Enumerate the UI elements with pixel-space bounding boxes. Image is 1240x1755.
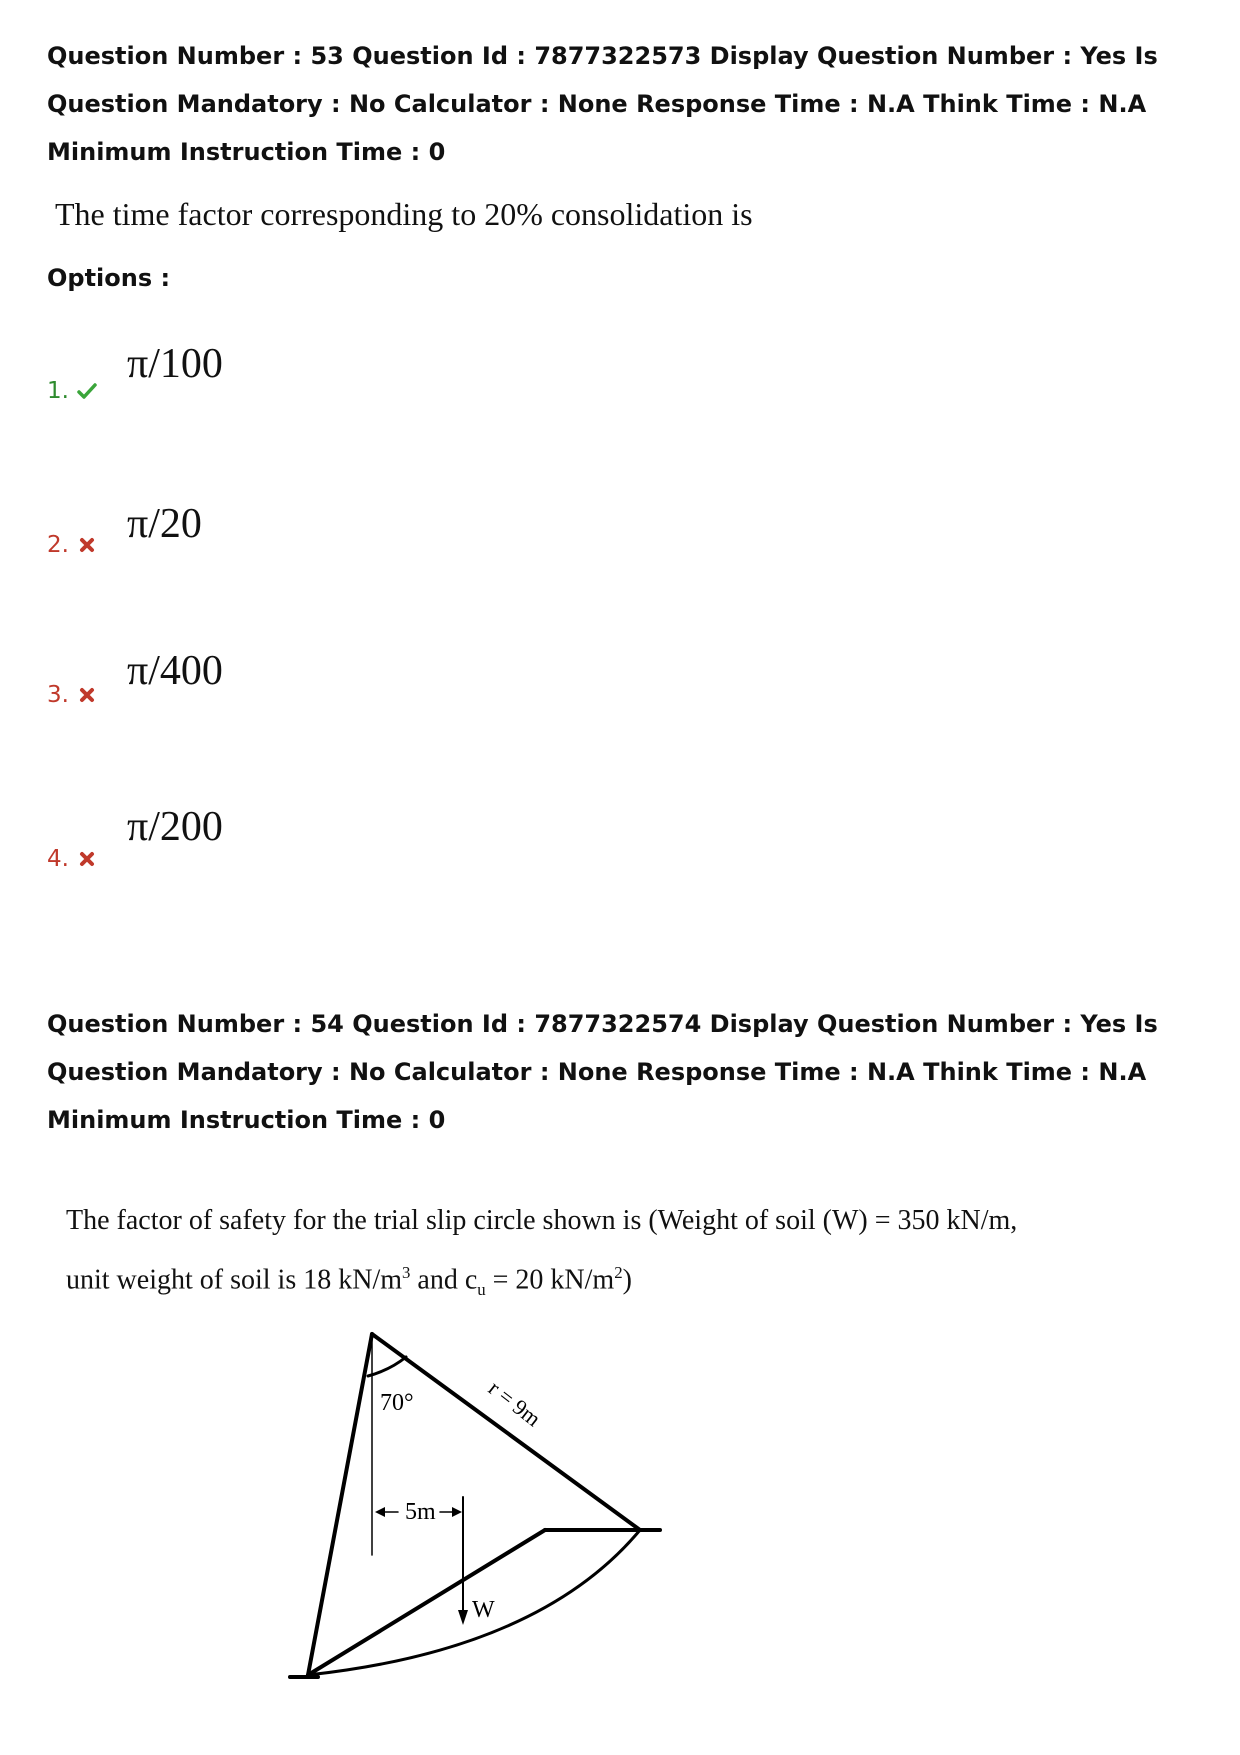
question-54-text-line2: unit weight of soil is 18 $kN/m^3$ and $c_u = 20$ $kN/m^2$): [66, 1263, 632, 1299]
option-3-number: 3.: [47, 682, 97, 708]
radius-label: r = 9m: [483, 1375, 546, 1432]
question-54-header: Question Number : 54 Question Id : 7877322574 Display Question Number : Yes Is Question Mandatory : No Calculator : None Response Time : N.A Think Time : N.A Minimum Instruction Time : 0: [47, 1010, 1158, 1134]
distance-label: 5m: [405, 1499, 436, 1525]
option-3-value: π/400: [127, 648, 223, 694]
question-54-text-line1: The factor of safety for the trial slip circle shown is (Weight of soil (W) = 350 kN/m,: [66, 1205, 1018, 1236]
question-53-header: Question Number : 53 Question Id : 7877322573 Display Question Number : Yes Is Question Mandatory : No Calculator : None Response Time : N.A Think Time : N.A Minimum Instruction Time : 0: [47, 42, 1158, 166]
option-4-number: 4.: [47, 846, 97, 872]
distance-arrow-right-icon: [452, 1507, 462, 1517]
angle-arc: [368, 1357, 406, 1376]
distance-arrow-left-icon: [375, 1507, 385, 1517]
weight-arrow-icon: [458, 1610, 468, 1625]
option-1-value: π/100: [127, 341, 223, 387]
vertical-slip-line: [308, 1334, 372, 1675]
option-2-number: 2.: [47, 532, 97, 558]
options-label: Options :: [47, 264, 171, 292]
option-4-value: π/200: [127, 804, 223, 850]
question-53-text: The time factor corresponding to 20% consolidation is: [55, 196, 753, 232]
angle-label: 70°: [380, 1390, 414, 1416]
weight-label: W: [472, 1597, 495, 1623]
option-1-number: 1.: [47, 378, 97, 404]
option-2-value: π/20: [127, 501, 202, 547]
